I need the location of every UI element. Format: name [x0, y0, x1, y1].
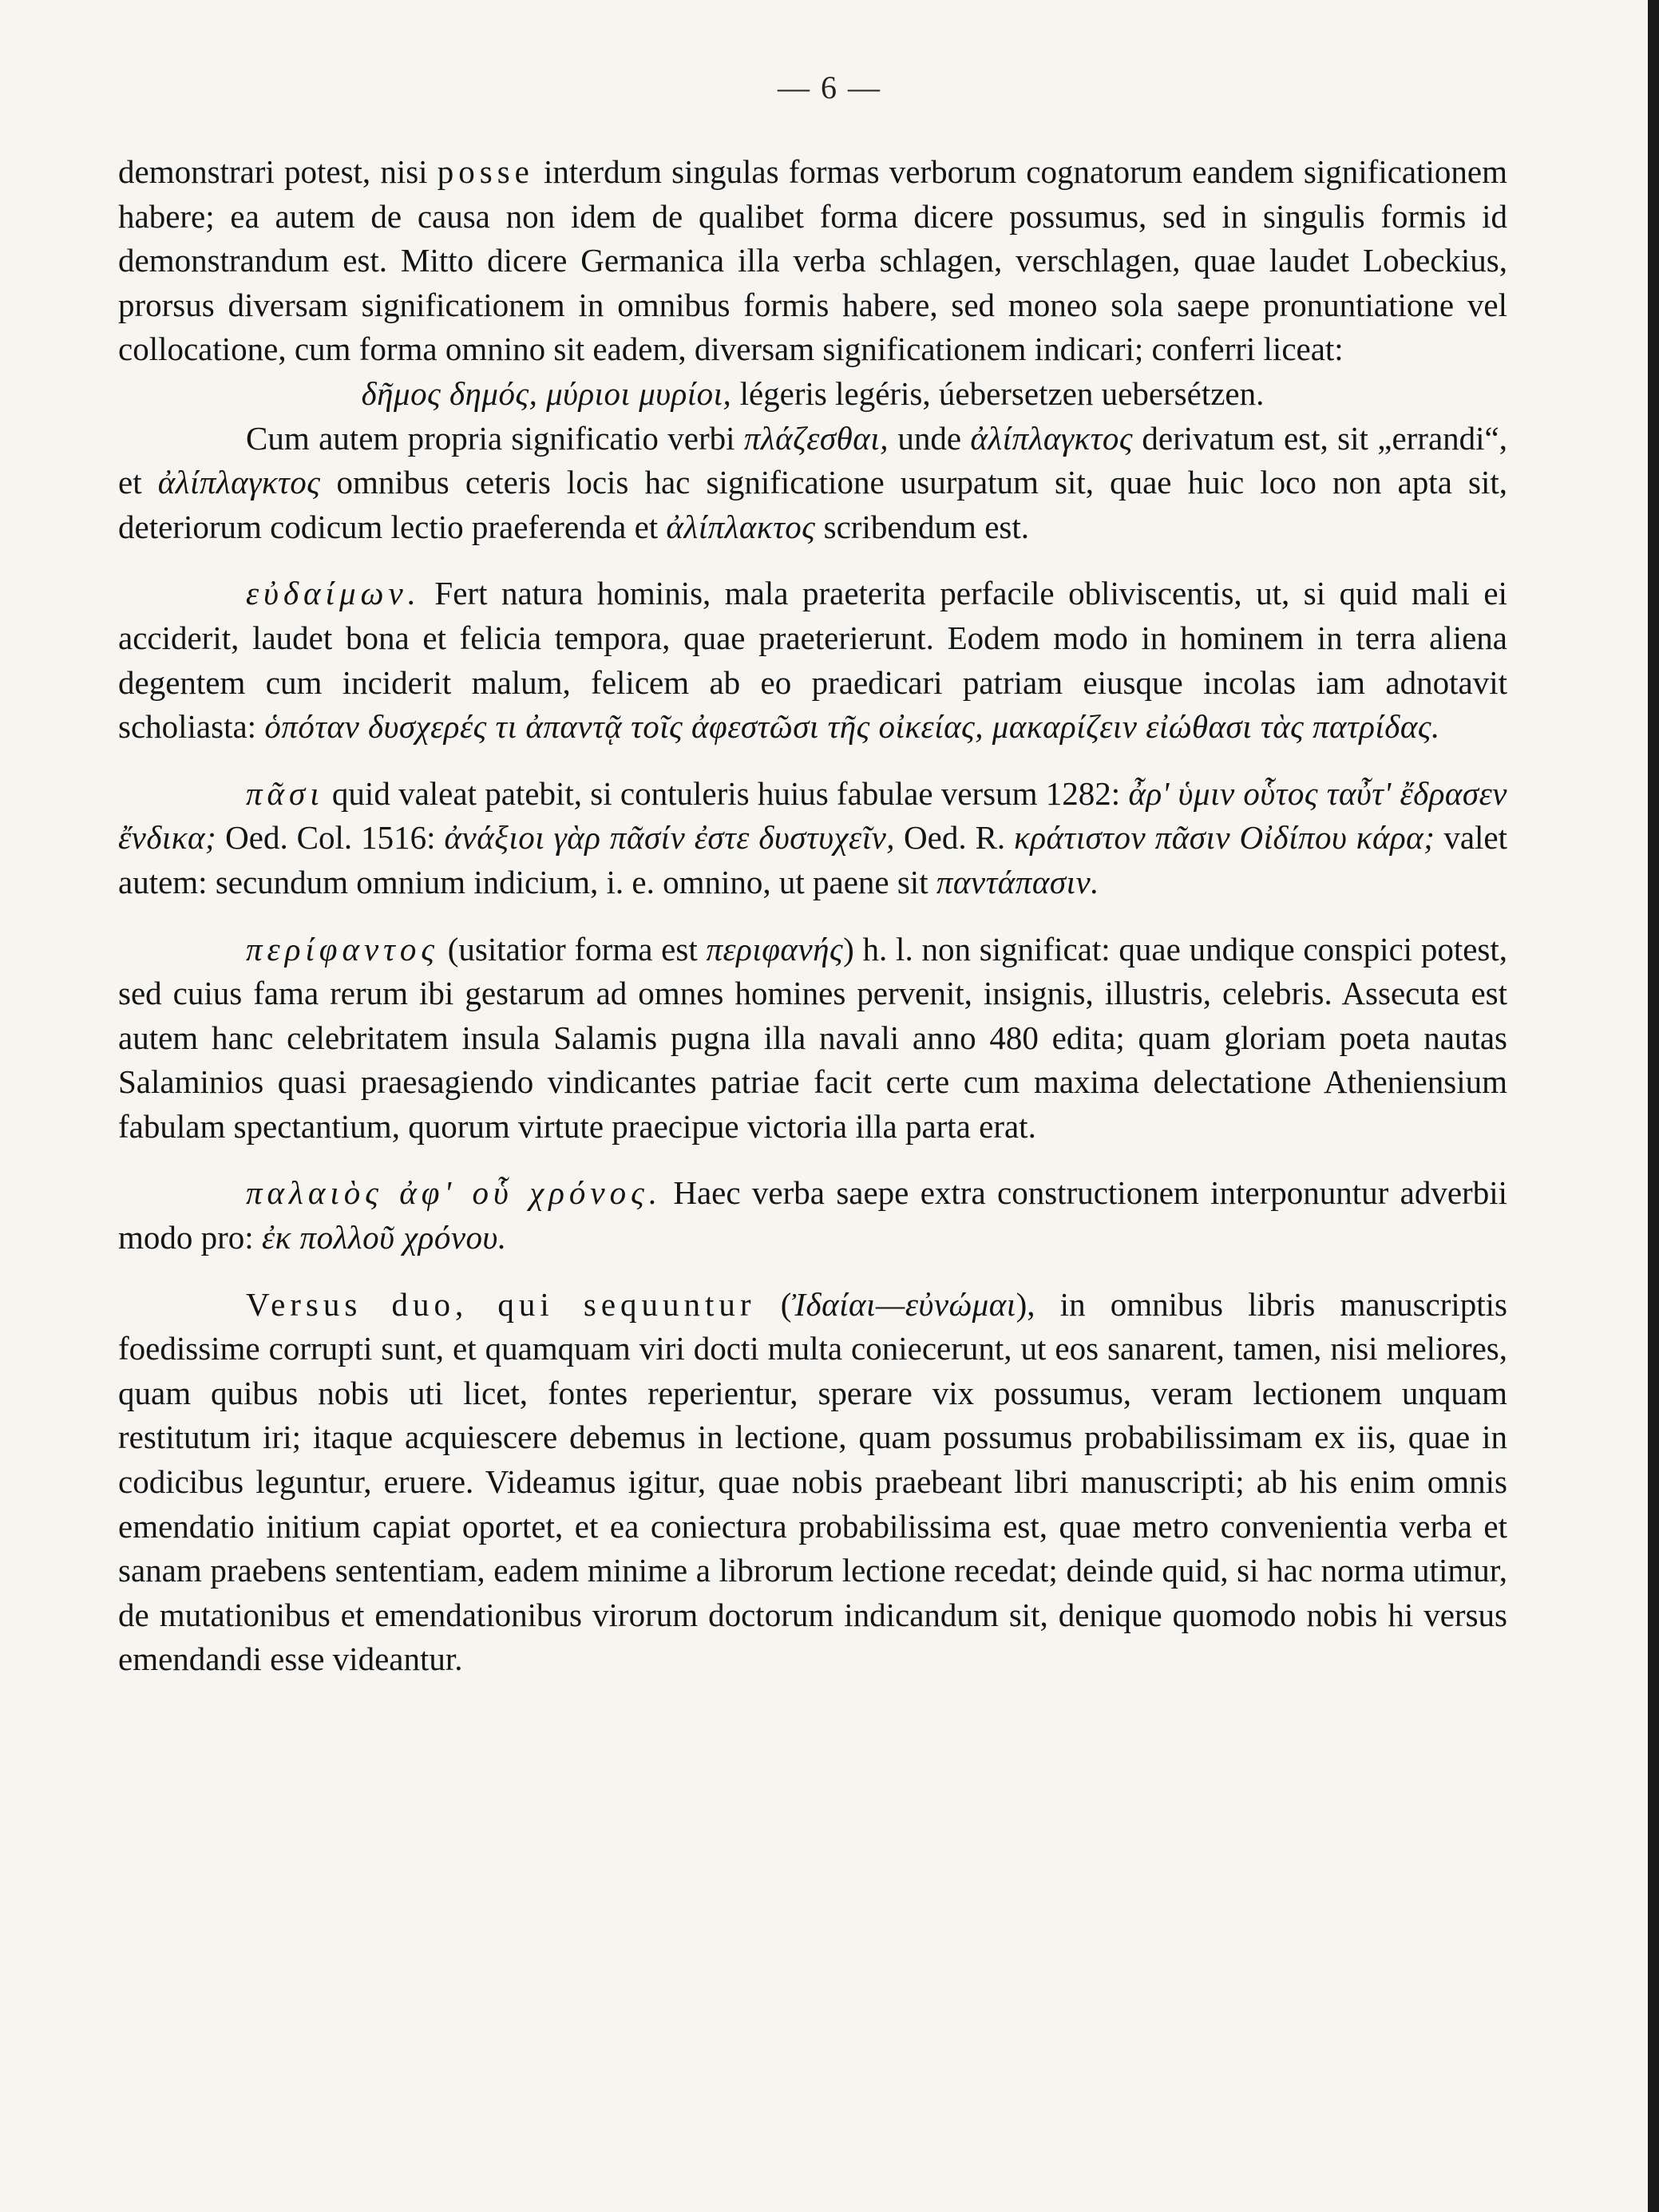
greek-text: περιφανής — [706, 930, 844, 968]
greek-text: παλαιὸς ἀφ' οὗ χρόνος. — [246, 1174, 663, 1212]
text-segment: interdum singulas formas verborum cognatorum eandem significationem habere; ea autem de causa non idem de qualibet forma dicere possumus, sed in singulis formis id demonstrandum est. Mitto dicere Germanica illa verba schlagen, verschlagen, quae laudet Lobeckius, prorsus diversam significationem in omnibus formis habere, sed moneo sola saepe pronuntiatione vel collocatione, cum forma omnino sit eadem, diversam significationem indicari; conferri liceat: — [118, 153, 1507, 368]
greek-text: ἆρ' ὑμιν οὗτος ταὖτ' ἔδρασεν ἔνδικα; — [118, 774, 1507, 857]
greek-text: πλάζεσθαι, — [743, 419, 889, 457]
greek-text: παντάπασιν. — [936, 863, 1099, 900]
text-segment: unde — [888, 419, 971, 457]
greek-text: ἀνάξιοι γὰρ πᾶσίν ἐστε δυστυχεῖν, — [444, 819, 896, 857]
greek-text: πᾶσι — [246, 774, 324, 812]
text-segment: légeris legéris, úebersetzen uebersétzen. — [731, 374, 1265, 412]
greek-text: δῆμος δημός, μύριοι μυρίοι, — [361, 374, 732, 412]
text-segment: Oed. Col. 1516: — [216, 819, 445, 857]
greek-text: ἀλίπλαγκτος — [157, 464, 321, 501]
paragraph — [118, 372, 1507, 417]
paragraph — [118, 417, 1507, 550]
page-edge-shadow — [1648, 0, 1659, 2212]
text-segment: Fert natura hominis, mala praeterita perfacile obliviscentis, ut, si quid mali ei acciderit, laudet bona et felicia tempora, quae praeterierunt. Eodem modo in hominem in terra aliena degentem cum inciderit malum, felicem ab eo praedicari patriam eiusque incolas iam adnotavit scholiasta: — [118, 575, 1507, 746]
greek-text: εὐδαίμων. — [246, 575, 421, 612]
greek-text: περίφαντος — [246, 930, 439, 968]
greek-text: ἐκ πολλοῦ χρόνου. — [261, 1219, 507, 1256]
paragraph — [118, 572, 1507, 749]
page-number: — 6 — — [778, 69, 881, 105]
text-segment: posse — [437, 153, 534, 190]
text-segment: demonstrari potest, nisi — [118, 153, 438, 190]
greek-text: κράτιστον πᾶσιν Οἰδίπου κάρα; — [1014, 819, 1435, 857]
text-segment: Haec verba saepe extra constructionem interponuntur adverbii modo pro: — [118, 1174, 1507, 1256]
text-segment: Cum autem propria significatio verbi — [246, 419, 744, 457]
page-body — [118, 150, 1507, 1682]
text-segment: (usitatior forma est — [438, 930, 707, 968]
paragraph — [118, 928, 1507, 1150]
greek-text: ἀλίπλαγκτος — [970, 419, 1134, 457]
paragraph — [118, 1171, 1507, 1260]
greek-text: Ἰδαίαι—εὐνώμαι — [791, 1285, 1016, 1323]
text-segment: ( — [755, 1285, 792, 1323]
text-segment: valet autem: secundum omnium indicium, i. e. omnino, ut paene sit — [118, 819, 1508, 900]
paragraph — [118, 1283, 1507, 1682]
text-segment: ), in omnibus libris manuscriptis foedissime corrupti sunt, et quamquam viri docti multa coniecerunt, ut eos sanarent, tamen, nisi meliores, quam quibus nobis uti licet, fontes reperientur, sperare vix possumus, veram lectionem unquam restitutum iri; itaque acquiescere debemus in lectione, quam possumus probabilissimam ex iis, quae in codicibus leguntur, eruere. Videamus igitur, quae nobis praebeant libri manuscripti; ab his enim omnis emendatio initium capiat oportet, et ea coniectura probabilissima est, quae metro convenientia verba et sanam praebens sententiam, eadem minime a librorum lectione recedat; deinde quid, si hac norma utimur, de mutationibus et emendationibus virorum doctorum indicandum sit, denique quomodo nobis hi versus emendandi esse videantur. — [118, 1285, 1508, 1678]
text-segment: Versus duo, qui sequuntur — [246, 1285, 756, 1323]
text-segment: derivatum est, sit „errandi“, et — [118, 419, 1507, 501]
paragraph — [118, 772, 1507, 905]
text-segment: scribendum est. — [815, 508, 1029, 545]
text-segment: quid valeat patebit, si contuleris huius fabulae versum 1282: — [323, 774, 1129, 812]
greek-text: ἀλίπλακτος — [666, 508, 816, 545]
text-segment: Oed. R. — [895, 819, 1015, 857]
greek-text: ὁπόταν δυσχερές τι ἀπαντᾷ τοῖς ἀφεστῶσι τῆς οἰκείας, μακαρίζειν εἰώθασι τὰς πατρίδας. — [264, 708, 1440, 746]
paragraph — [118, 150, 1507, 372]
text-segment: ) h. l. non significat: quae undique conspici potest, sed cuius fama rerum ibi gestarum ad omnes homines pervenit, insignis, illustris, celebris. Assecuta est autem hanc celebritatem insula Salamis pugna illa navali anno 480 edita; quam gloriam poeta nautas Salaminios quasi praesagiendo vindicantes patriae facit certe cum maxima delectatione Atheniensium fabulam spectantium, quorum virtute praecipue victoria illa parta erat. — [118, 930, 1508, 1145]
text-segment: omnibus ceteris locis hac significatione usurpatum sit, quae huic loco non apta sit, deteriorum codicum lectio praeferenda et — [118, 464, 1508, 545]
